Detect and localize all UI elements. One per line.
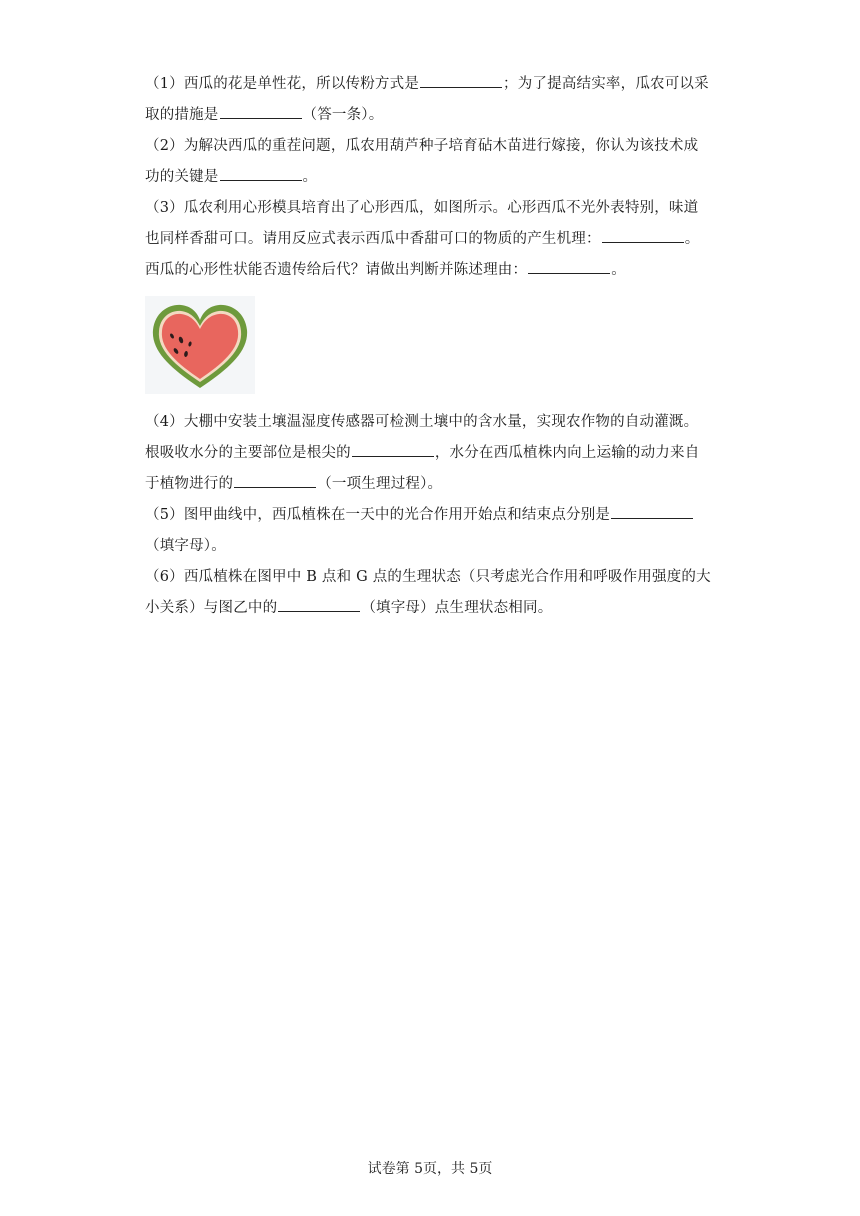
- q6-line-2: 小关系）与图乙中的 （填字母）点生理状态相同。: [145, 594, 720, 622]
- answer-blank: [611, 504, 693, 519]
- q2-line-1: （2）为解决西瓜的重茬问题，瓜农用葫芦种子培育砧木苗进行嫁接，你认为该技术成: [145, 138, 699, 154]
- q4-line-1: （4）大棚中安装土壤温湿度传感器可检测土壤中的含水量，实现农作物的自动灌溉。: [145, 414, 699, 430]
- question-block: [145, 70, 720, 625]
- answer-blank: [220, 166, 302, 181]
- answer-blank: [352, 442, 434, 457]
- q5-line-1: （5）图甲曲线中，西瓜植株在一天中的光合作用开始点和结束点分别是: [145, 501, 720, 529]
- q4-line-3: 于植物进行的 （一项生理过程）。: [145, 470, 720, 498]
- watermelon-illustration: [145, 296, 255, 394]
- answer-blank: [528, 259, 610, 274]
- answer-blank: [220, 104, 302, 119]
- q6-line-1: （6）西瓜植株在图甲中 B 点和 G 点的生理状态（只考虑光合作用和呼吸作用强度的大: [145, 569, 711, 585]
- q3-line-2: 也同样香甜可口。请用反应式表示西瓜中香甜可口的物质的产生机理： 。: [145, 225, 720, 253]
- q3-line-3: 西瓜的心形性状能否遗传给后代？请做出判断并陈述理由： 。: [145, 256, 720, 284]
- answer-blank: [234, 473, 316, 488]
- q1-line-2: 取的措施是 （答一条）。: [145, 101, 720, 129]
- q2-line-2: 功的关键是 。: [145, 163, 720, 191]
- page-footer: 试卷第 5页，共 5页: [367, 1161, 493, 1177]
- q5-line-2: （填字母）。: [145, 538, 226, 554]
- answer-blank: [278, 597, 360, 612]
- answer-blank: [602, 228, 684, 243]
- answer-blank: [420, 73, 502, 88]
- q4-line-2: 根吸收水分的主要部位是根尖的 ，水分在西瓜植株内向上运输的动力来自: [145, 439, 720, 467]
- heart-watermelon-image: [145, 296, 255, 394]
- q1-line-1: （1）西瓜的花是单性花，所以传粉方式是 ；为了提高结实率，瓜农可以采: [145, 70, 720, 98]
- q3-line-1: （3）瓜农利用心形模具培育出了心形西瓜，如图所示。心形西瓜不光外表特别，味道: [145, 200, 699, 216]
